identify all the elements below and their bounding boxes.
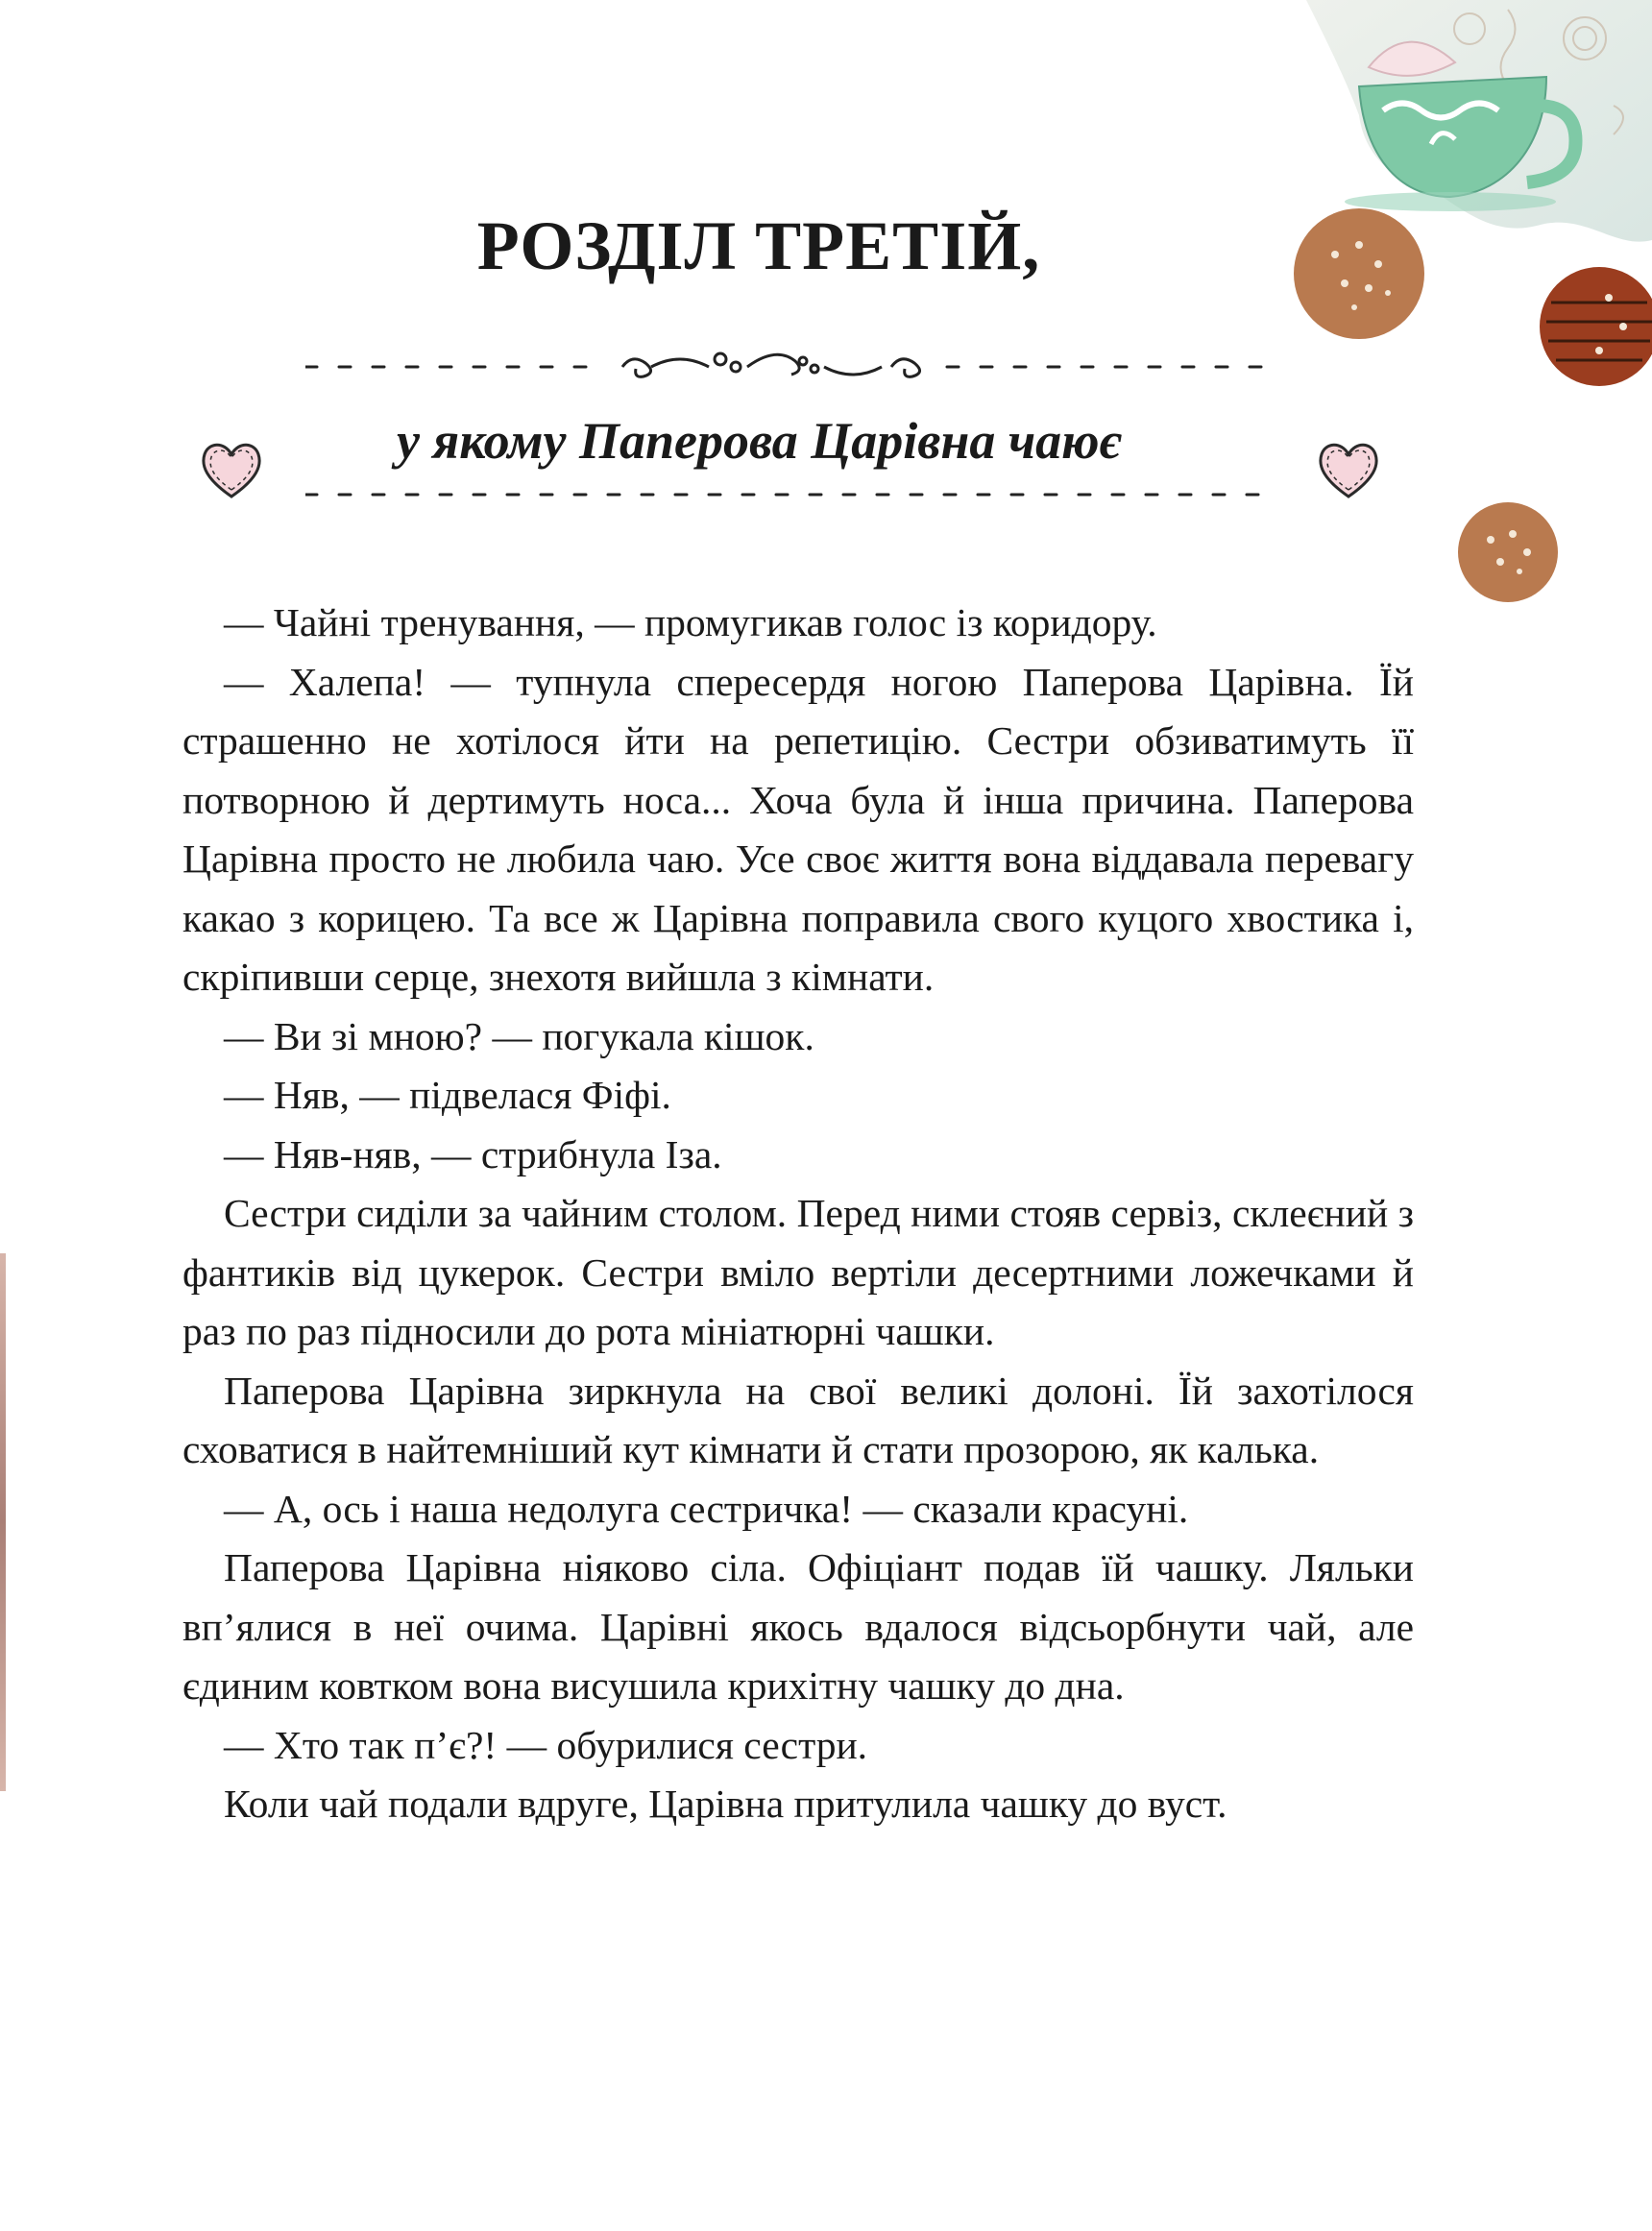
dashed-divider bbox=[305, 485, 1275, 504]
paragraph: — Няв, — підвелася Фіфі. bbox=[224, 1073, 671, 1117]
paragraph: — Хто так п’є?! — обурилися сестри. bbox=[224, 1722, 868, 1767]
paragraph: Сестри сиділи за чайним столом. Перед ними стояв сервіз, склеєний з фантиків від цукерок. Сестри вміло вертіли десертними ложечками й раз по раз підносили до рота мініатюрні чашки. bbox=[182, 1191, 1414, 1353]
tea-collage-illustration bbox=[1268, 0, 1652, 615]
cookie-icon bbox=[1540, 267, 1652, 386]
paragraph: Паперова Царівна зиркнула на свої великі долоні. Їй захотілося сховатися в найтемніший кут кімнати й стати прозорою, як калька. bbox=[182, 1368, 1414, 1471]
flourish-icon bbox=[622, 353, 920, 376]
paragraph: — Чайні тренування, — промугикав голос із коридору. bbox=[224, 600, 1157, 644]
paragraph: — Няв-няв, — стрибнула Іза. bbox=[224, 1131, 722, 1176]
paragraph: — Халепа! — тупнула спересердя ногою Паперова Царівна. Їй страшенно не хотілося йти на репетицію. Сестри обзиватимуть її потворною й дертимуть носа... Хоча була й інша причина. Паперова Царівна просто не любила чаю. Усе своє життя вона віддавала перевагу какао з корицею. Та все ж Царівна поправила свого куцого хвостика і, скріпивши серце, знехотя вийшла з кімнати. bbox=[182, 659, 1414, 999]
page-edge-mark bbox=[0, 1253, 6, 1791]
chapter-body bbox=[182, 594, 1414, 1834]
ornamental-divider bbox=[305, 346, 1275, 384]
cookie-icon bbox=[1458, 502, 1558, 602]
chapter-subtitle: у якому Паперова Царівна чаює bbox=[396, 412, 1122, 470]
paragraph: — А, ось і наша недолуга сестричка! — сказали красуні. bbox=[224, 1486, 1189, 1531]
heart-icon bbox=[1314, 437, 1383, 502]
paragraph: — Ви зі мною? — погукала кішок. bbox=[224, 1013, 814, 1058]
chapter-title: РОЗДІЛ ТРЕТІЙ, bbox=[476, 207, 1041, 284]
paragraph: Коли чай подали вдруге, Царівна притулила чашку до вуст. bbox=[224, 1782, 1227, 1826]
paragraph: Паперова Царівна ніяково сіла. Офіціант подав їй чашку. Ляльки вп’ялися в неї очима. Царівні якось вдалося відсьорбнути чай, але єдиним ковтком вона висушила крихітну чашку до дна. bbox=[182, 1545, 1414, 1708]
